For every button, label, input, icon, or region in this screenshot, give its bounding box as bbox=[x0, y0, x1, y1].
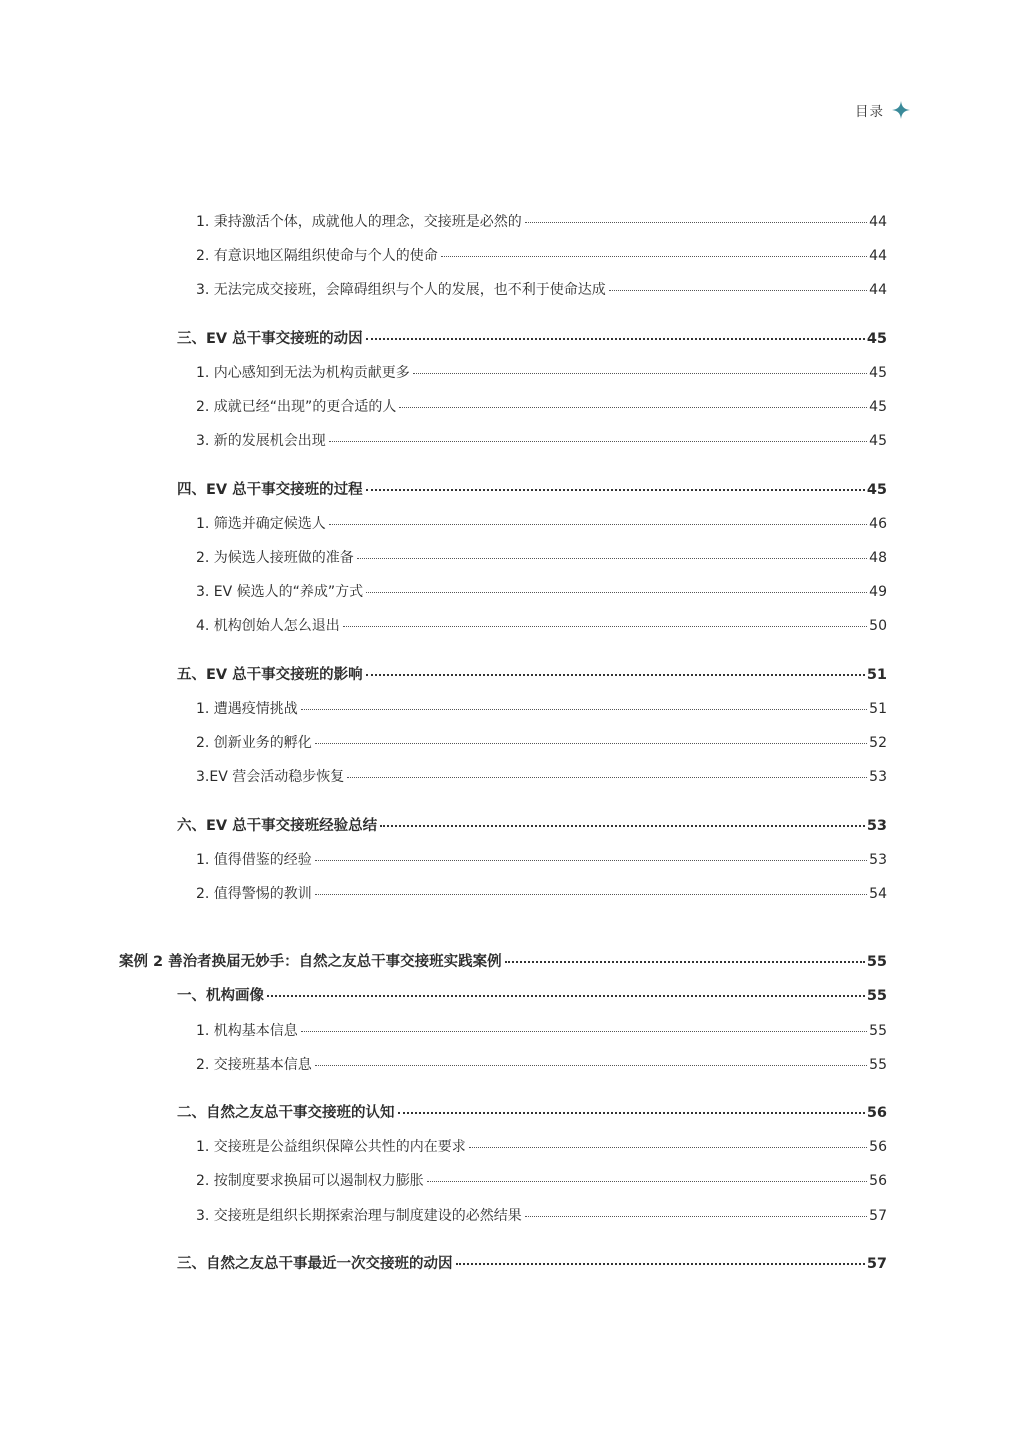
toc-entry-title: 1. 交接班是公益组织保障公共性的内在要求 bbox=[196, 1139, 466, 1155]
toc-entry-title: 3.EV 营会活动稳步恢复 bbox=[196, 769, 345, 785]
toc-page-number: 51 bbox=[866, 667, 887, 683]
toc-entry-title: 案例 2 善治者换届无妙手：自然之友总干事交接班实践案例 bbox=[119, 954, 502, 970]
toc-entry-title: 五、EV 总干事交接班的影响 bbox=[177, 667, 363, 683]
toc-page-number: 53 bbox=[869, 852, 887, 868]
toc-entry-title: 1. 内心感知到无法为机构贡献更多 bbox=[196, 365, 410, 381]
toc-entry-title: 1. 遭遇疫情挑战 bbox=[196, 701, 298, 717]
toc-entry[interactable] bbox=[196, 364, 887, 382]
toc-entry-title: 六、EV 总干事交接班经验总结 bbox=[177, 818, 378, 834]
toc-entry[interactable] bbox=[196, 1172, 887, 1190]
leader-dots bbox=[609, 290, 867, 291]
leader-dots bbox=[380, 825, 865, 827]
toc-entry-title: 2. 交接班基本信息 bbox=[196, 1057, 312, 1073]
toc-page-number: 45 bbox=[869, 433, 887, 449]
toc-entry-title: 3. 无法完成交接班，会障碍组织与个人的发展，也不利于使命达成 bbox=[196, 282, 606, 298]
toc-entry[interactable] bbox=[177, 330, 887, 348]
toc-entry[interactable] bbox=[196, 885, 887, 903]
leader-dots bbox=[469, 1147, 867, 1148]
toc-entry[interactable] bbox=[196, 1207, 887, 1225]
leader-dots bbox=[366, 338, 865, 340]
leader-dots bbox=[267, 995, 865, 997]
toc-page-number: 48 bbox=[869, 550, 887, 566]
toc-page-number: 45 bbox=[869, 399, 887, 415]
toc-page-number: 46 bbox=[869, 516, 887, 532]
leader-dots bbox=[343, 626, 867, 627]
toc-page-number: 44 bbox=[869, 214, 887, 230]
toc-page-number: 54 bbox=[869, 886, 887, 902]
leader-dots bbox=[315, 860, 867, 861]
leader-dots bbox=[329, 441, 867, 442]
toc-entry[interactable] bbox=[196, 1138, 887, 1156]
leader-dots bbox=[315, 743, 867, 744]
leader-dots bbox=[398, 1112, 865, 1114]
toc-page-number: 56 bbox=[869, 1173, 887, 1189]
toc-page-number: 53 bbox=[869, 769, 887, 785]
toc-entry-title: 1. 值得借鉴的经验 bbox=[196, 852, 312, 868]
toc-page-number: 50 bbox=[869, 618, 887, 634]
toc-entry-title: 三、自然之友总干事最近一次交接班的动因 bbox=[177, 1256, 453, 1272]
toc-entry[interactable] bbox=[177, 1104, 887, 1122]
toc-entry-title: 1. 筛选并确定候选人 bbox=[196, 516, 326, 532]
toc-page-number: 45 bbox=[866, 482, 887, 498]
leader-dots bbox=[525, 1216, 867, 1217]
toc-entry-title: 一、机构画像 bbox=[177, 988, 264, 1004]
toc-entry[interactable] bbox=[196, 1056, 887, 1074]
toc-entry[interactable] bbox=[177, 1255, 887, 1273]
toc-page-number: 57 bbox=[866, 1256, 887, 1272]
leader-dots bbox=[413, 373, 867, 374]
four-point-star-icon bbox=[892, 101, 910, 119]
toc-entry[interactable] bbox=[177, 817, 887, 835]
toc-page-number: 49 bbox=[869, 584, 887, 600]
leader-dots bbox=[347, 777, 867, 778]
toc-page-number: 44 bbox=[869, 282, 887, 298]
toc-entry-title: 2. 成就已经“出现”的更合适的人 bbox=[196, 399, 397, 415]
toc-entry[interactable] bbox=[196, 398, 887, 416]
toc-entry-title: 3. EV 候选人的“养成”方式 bbox=[196, 584, 364, 600]
leader-dots bbox=[315, 1065, 867, 1066]
leader-dots bbox=[427, 1181, 867, 1182]
leader-dots bbox=[357, 558, 867, 559]
toc-entry[interactable] bbox=[196, 515, 887, 533]
toc-entry-title: 3. 交接班是组织长期探索治理与制度建设的必然结果 bbox=[196, 1208, 522, 1224]
toc-entry-title: 2. 按制度要求换届可以遏制权力膨胀 bbox=[196, 1173, 424, 1189]
toc-entry[interactable] bbox=[196, 700, 887, 718]
leader-dots bbox=[366, 674, 865, 676]
leader-dots bbox=[366, 489, 865, 491]
toc-entry-title: 四、EV 总干事交接班的过程 bbox=[177, 482, 363, 498]
toc-page-number: 51 bbox=[869, 701, 887, 717]
toc-page-number: 53 bbox=[866, 818, 887, 834]
leader-dots bbox=[399, 407, 867, 408]
leader-dots bbox=[505, 961, 865, 963]
toc-page-number: 52 bbox=[869, 735, 887, 751]
toc-page-number: 45 bbox=[866, 331, 887, 347]
toc-entry-title: 4. 机构创始人怎么退出 bbox=[196, 618, 340, 634]
leader-dots bbox=[441, 256, 867, 257]
toc-page-number: 44 bbox=[869, 248, 887, 264]
toc-entry-title: 2. 创新业务的孵化 bbox=[196, 735, 312, 751]
toc-page-number: 55 bbox=[866, 954, 887, 970]
toc-entry[interactable] bbox=[196, 247, 887, 265]
toc-entry-title: 二、自然之友总干事交接班的认知 bbox=[177, 1105, 395, 1121]
leader-dots bbox=[525, 222, 867, 223]
toc-page-number: 56 bbox=[866, 1105, 887, 1121]
toc-entry-title: 1. 秉持激活个体，成就他人的理念，交接班是必然的 bbox=[196, 214, 522, 230]
toc-entry-title: 3. 新的发展机会出现 bbox=[196, 433, 326, 449]
leader-dots bbox=[301, 709, 867, 710]
leader-dots bbox=[456, 1263, 865, 1265]
leader-dots bbox=[301, 1031, 867, 1032]
toc-entry-title: 1. 机构基本信息 bbox=[196, 1023, 298, 1039]
toc-entry[interactable] bbox=[196, 617, 887, 635]
toc-entry-title: 2. 为候选人接班做的准备 bbox=[196, 550, 354, 566]
toc-entry[interactable] bbox=[196, 549, 887, 567]
toc-entry[interactable] bbox=[196, 281, 887, 299]
toc-entry[interactable] bbox=[196, 1022, 887, 1040]
toc-page-number: 45 bbox=[869, 365, 887, 381]
toc-entry-title: 2. 值得警惕的教训 bbox=[196, 886, 312, 902]
toc-entry[interactable] bbox=[196, 734, 887, 752]
toc-page-number: 57 bbox=[869, 1208, 887, 1224]
toc-entry[interactable] bbox=[177, 666, 887, 684]
toc-entry[interactable] bbox=[196, 851, 887, 869]
toc-entry[interactable] bbox=[177, 987, 887, 1005]
toc-entry[interactable] bbox=[177, 481, 887, 499]
toc-page-number: 55 bbox=[866, 988, 887, 1004]
toc-page-number: 55 bbox=[869, 1023, 887, 1039]
toc-entry[interactable] bbox=[196, 768, 887, 786]
toc-entry[interactable] bbox=[196, 213, 887, 231]
toc-page-number: 56 bbox=[869, 1139, 887, 1155]
toc-entry-title: 2. 有意识地区隔组织使命与个人的使命 bbox=[196, 248, 438, 264]
toc-entry[interactable] bbox=[196, 432, 887, 450]
leader-dots bbox=[366, 592, 867, 593]
page-header bbox=[855, 100, 910, 120]
header-title: 目录 bbox=[855, 104, 884, 120]
toc-entry[interactable] bbox=[196, 583, 887, 601]
toc-entry[interactable] bbox=[119, 953, 887, 971]
leader-dots bbox=[329, 524, 867, 525]
toc-entry-title: 三、EV 总干事交接班的动因 bbox=[177, 331, 363, 347]
leader-dots bbox=[315, 894, 867, 895]
toc-page-number: 55 bbox=[869, 1057, 887, 1073]
